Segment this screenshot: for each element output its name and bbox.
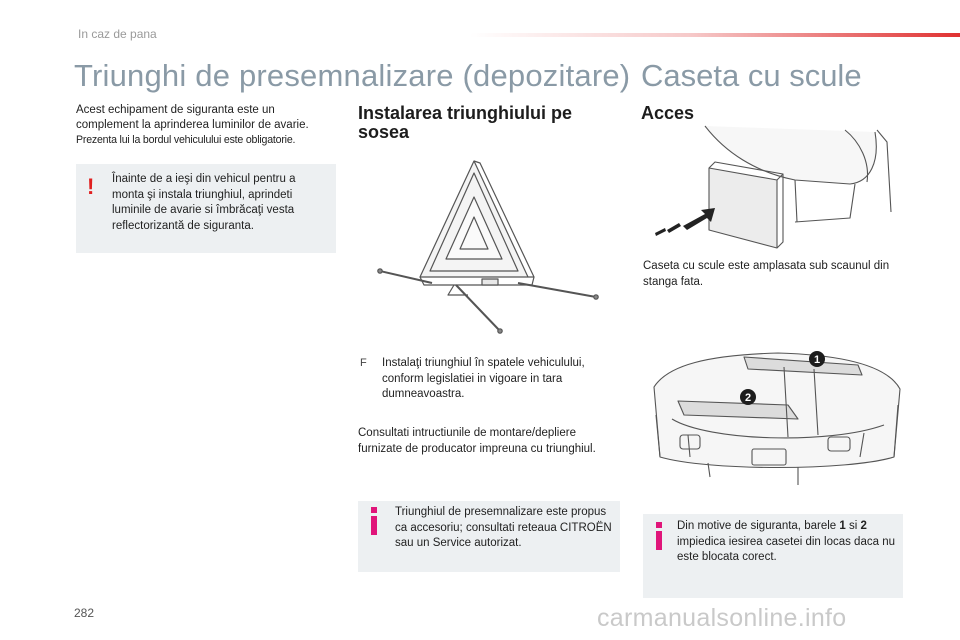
info-icon [368, 505, 380, 537]
consult-paragraph: Consultati intructiunile de montare/depliere furnizate de producator impreuna cu triunghiul. [358, 427, 596, 455]
callout-1: 1 [813, 354, 821, 366]
toolbox-illustration [648, 345, 906, 495]
toolbox-location-text: Caseta cu scule este amplasata sub scaunul din stanga fata. [643, 260, 890, 288]
info-accessory-text: Triunghiul de presemnalizare este propus ca accesoriu; consultati reteaua CITROËN sau un Service autorizat. [395, 506, 612, 549]
info-bars-mid: si [845, 520, 861, 532]
intro-paragraph [76, 103, 338, 148]
warning-icon: ! [87, 174, 95, 199]
header-accent-bar [470, 33, 960, 37]
warning-triangle-illustration [368, 155, 608, 347]
bullet-arrow-icon: F [360, 357, 367, 369]
info-bars-text [677, 519, 899, 566]
section-title-toolbox: Caseta cu scule [641, 58, 862, 93]
seat-access-illustration [645, 122, 900, 250]
info-bars-ref-1: 1 [839, 520, 846, 532]
bullet-install-text: Instalaţi triunghiul în spatele vehiculului, conform legislatiei in vigoare in tara dumneavoastra. [382, 357, 585, 400]
info-bars-post: impiedica iesirea casetei din locas daca nu este blocata corect. [677, 535, 895, 563]
callout-2: 2 [744, 392, 752, 404]
page-number: 282 [74, 606, 95, 620]
page-title: Triunghi de presemnalizare (depozitare) [74, 58, 631, 93]
subtitle-install-triangle: Instalarea triunghiului pe sosea [358, 103, 573, 142]
subtitle-access: Acces [641, 103, 695, 123]
info-bars-ref-2: 2 [860, 520, 867, 532]
intro-line-1: Acest echipament de siguranta este un complement la aprinderea luminilor de avarie. [76, 104, 309, 131]
info-icon [653, 520, 665, 552]
warning-text: Înainte de a ieşi din vehicul pentru a monta şi instala triunghiul, aprindeti luminile de avarie si îmbrăcaţi vesta reflectorizantă de siguranta. [112, 173, 296, 232]
watermark: carmanualsonline.info [597, 604, 847, 632]
intro-line-2: Prezenta lui la bordul vehiculului este obligatorie. [76, 134, 296, 146]
info-bars-pre: Din motive de siguranta, barele [677, 520, 840, 532]
section-header: In caz de pana [78, 27, 157, 41]
